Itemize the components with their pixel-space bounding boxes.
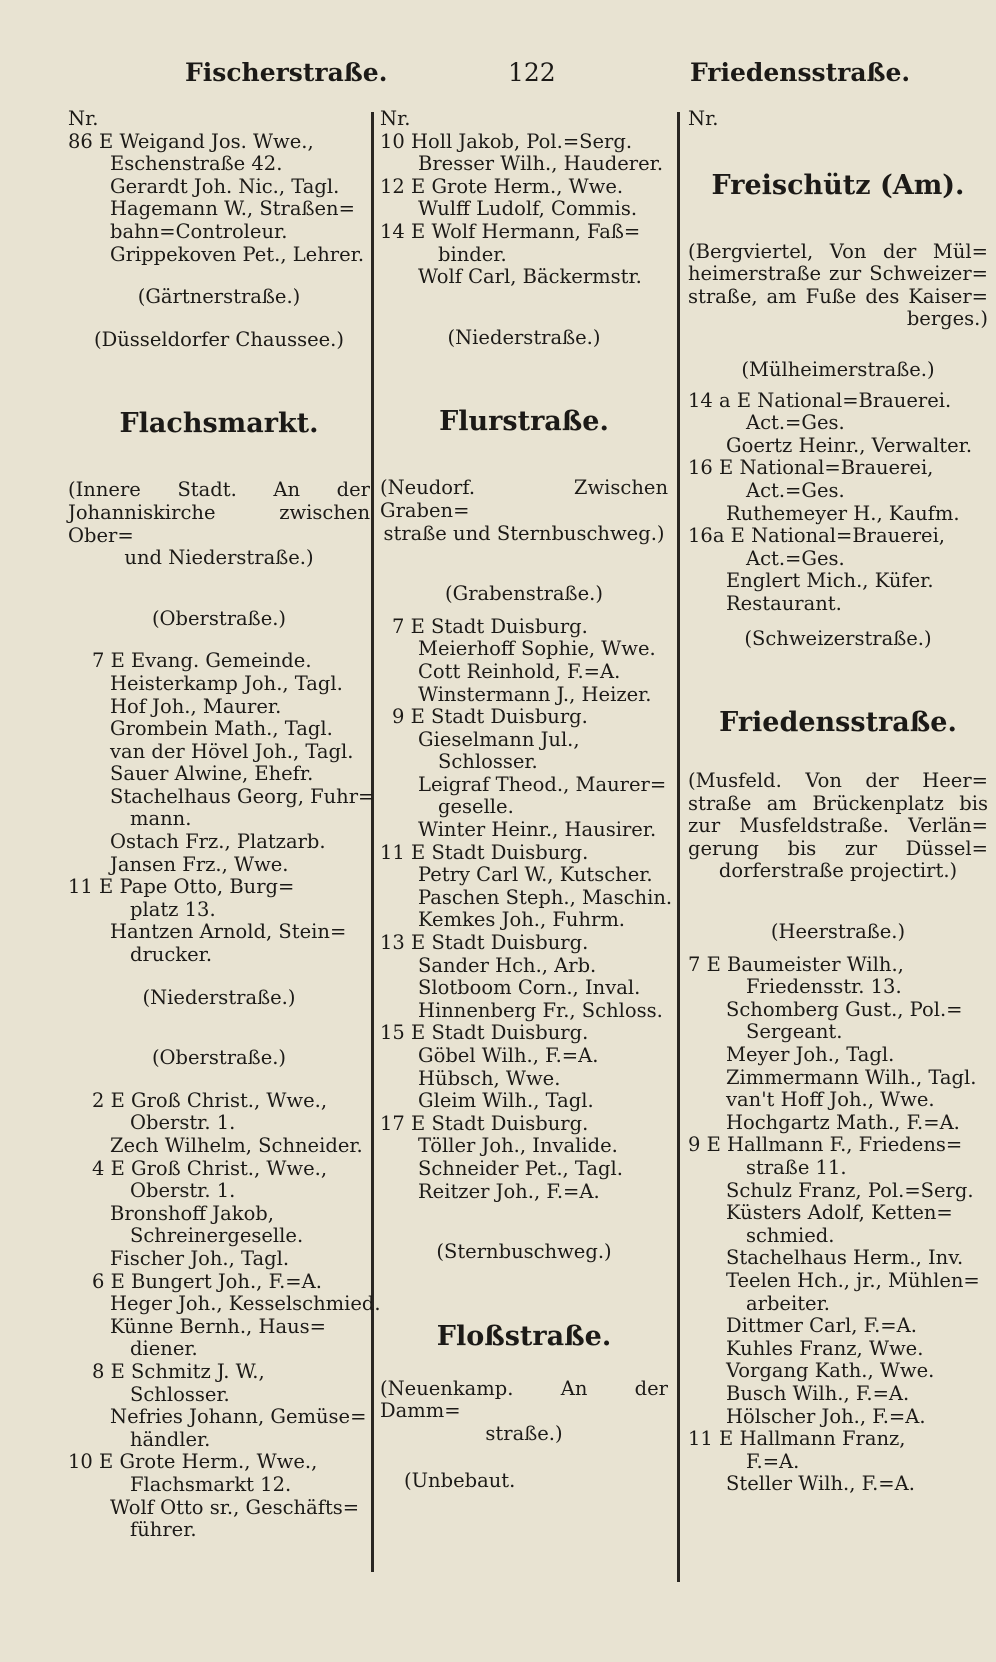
- cross-street: (Mülheimerstraße.): [741, 357, 935, 381]
- street-description: und Niederstraße.): [124, 546, 314, 570]
- list-item: Hof Joh., Maurer.: [110, 694, 282, 718]
- column-2: [380, 107, 673, 1492]
- list-item: Friedensstr. 13.: [746, 975, 902, 999]
- list-item: Hinnenberg Fr., Schloss.: [418, 998, 663, 1022]
- list-item: geselle.: [438, 795, 514, 819]
- list-item: händler.: [130, 1427, 211, 1451]
- list-item: Bresser Wilh., Hauderer.: [418, 152, 664, 176]
- list-item: Act.=Ges.: [746, 478, 845, 502]
- list-item: Kemkes Joh., Fuhrm.: [418, 908, 626, 932]
- list-item: Winter Heinr., Hausirer.: [418, 818, 657, 842]
- list-item: platz 13.: [130, 897, 216, 921]
- list-item: Hölscher Joh., F.=A.: [726, 1404, 926, 1428]
- list-item: Busch Wilh., F.=A.: [726, 1381, 910, 1405]
- list-item: Sergeant.: [746, 1020, 843, 1044]
- street-description: straße und Sternbuschweg.): [383, 521, 665, 545]
- list-item: Zech Wilhelm, Schneider.: [110, 1134, 363, 1157]
- column-3: [688, 108, 988, 1496]
- list-item: van't Hoff Joh., Wwe.: [726, 1088, 935, 1112]
- list-item: 6 E Bungert Joh., F.=A.: [92, 1269, 322, 1293]
- cross-street: (Oberstraße.): [151, 1046, 287, 1070]
- list-item: Schomberg Gust., Pol.=: [726, 997, 963, 1021]
- list-item: führer.: [130, 1518, 197, 1542]
- list-item: Slotboom Corn., Inval.: [418, 976, 641, 1000]
- list-item: Gieselmann Jul.,: [418, 727, 580, 751]
- list-item: F.=A.: [746, 1449, 800, 1473]
- cross-street: (Oberstraße.): [151, 606, 287, 630]
- list-item: 86 E Weigand Jos. Wwe.,: [68, 129, 314, 153]
- cross-street: (Niederstraße.): [142, 985, 296, 1009]
- list-item: Act.=Ges.: [746, 546, 845, 570]
- list-item: 10 E Grote Herm., Wwe.,: [68, 1450, 318, 1474]
- street-note: (Unbebaut.: [404, 1468, 516, 1492]
- list-item: 15 E Stadt Duisburg.: [380, 1021, 589, 1045]
- list-item: Hantzen Arnold, Stein=: [110, 920, 347, 944]
- street-description: berges.): [906, 307, 988, 331]
- cross-street: (Düsseldorfer Chaussee.): [94, 327, 344, 351]
- nr-label: Nr.: [380, 107, 411, 130]
- list-item: Töller Joh., Invalide.: [418, 1134, 618, 1158]
- column-rule-left: [371, 112, 374, 1572]
- list-item: 7 E Baumeister Wilh.,: [688, 952, 904, 976]
- list-item: Schlosser.: [438, 750, 538, 774]
- street-title: Flachsmarkt.: [119, 408, 319, 440]
- list-item: Dittmer Carl, F.=A.: [726, 1314, 917, 1338]
- list-item: Gerardt Joh. Nic., Tagl.: [110, 174, 340, 198]
- nr-label: Nr.: [68, 107, 99, 130]
- list-item: Gleim Wilh., Tagl.: [418, 1089, 594, 1113]
- column-rule-right: [677, 112, 680, 1582]
- list-item: Hochgartz Math., F.=A.: [726, 1110, 960, 1134]
- street-description: (Musfeld. Von der Heer=: [688, 769, 988, 793]
- list-item: 11 E Pape Otto, Burg=: [68, 875, 295, 899]
- list-item: Sander Hch., Arb.: [418, 953, 597, 977]
- list-item: Act.=Ges.: [746, 411, 845, 435]
- list-item: 2 E Groß Christ., Wwe.,: [92, 1088, 328, 1112]
- street-description: straße am Brückenplatz bis: [688, 791, 988, 815]
- list-item: straße 11.: [746, 1156, 847, 1179]
- list-item: Reitzer Joh., F.=A.: [418, 1179, 600, 1203]
- street-title: Freischütz (Am).: [711, 169, 965, 201]
- list-item: Wulff Ludolf, Commis.: [418, 197, 638, 221]
- list-item: diener.: [130, 1337, 198, 1361]
- street-description: (Neuenkamp. An der Damm=: [380, 1376, 668, 1423]
- list-item: Schlosser.: [130, 1382, 230, 1406]
- list-item: schmied.: [746, 1223, 835, 1247]
- page-header: [0, 58, 996, 98]
- list-item: binder.: [438, 242, 507, 266]
- header-left-street: Fischerstraße.: [185, 58, 388, 87]
- list-item: 14 E Wolf Hermann, Faß=: [380, 219, 641, 243]
- list-item: Leigraf Theod., Maurer=: [418, 772, 667, 796]
- street-description: gerung bis zur Düssel=: [688, 836, 988, 860]
- list-item: Schulz Franz, Pol.=Serg.: [726, 1178, 974, 1202]
- list-item: Oberstr. 1.: [130, 1179, 236, 1203]
- list-item: Schneider Pet., Tagl.: [418, 1156, 623, 1180]
- list-item: arbeiter.: [746, 1291, 830, 1315]
- list-item: Stachelhaus Georg, Fuhr=: [110, 784, 375, 808]
- list-item: 9 E Hallmann F., Friedens=: [688, 1133, 963, 1157]
- list-item: Wolf Otto sr., Geschäfts=: [110, 1495, 360, 1519]
- list-item: 8 E Schmitz J. W.,: [92, 1359, 265, 1383]
- cross-street: (Niederstraße.): [447, 325, 601, 349]
- street-title: Friedensstraße.: [719, 707, 957, 739]
- list-item: Petry Carl W., Kutscher.: [418, 863, 653, 887]
- list-item: van der Hövel Joh., Tagl.: [110, 739, 354, 763]
- column-1: [68, 107, 381, 1542]
- street-description: (Neudorf. Zwischen Graben=: [380, 476, 668, 522]
- list-item: Küsters Adolf, Ketten=: [726, 1201, 953, 1225]
- list-item: Heger Joh., Kesselschmied.: [110, 1292, 381, 1316]
- list-item: Paschen Steph., Maschin.: [418, 885, 673, 909]
- cross-street: (Sternbuschweg.): [436, 1240, 612, 1264]
- nr-label: Nr.: [688, 107, 719, 130]
- list-item: Zimmermann Wilh., Tagl.: [726, 1065, 977, 1089]
- list-item: Stachelhaus Herm., Inv.: [726, 1246, 964, 1270]
- list-item: Fischer Joh., Tagl.: [110, 1246, 290, 1270]
- street-description: (Innere Stadt. An der: [68, 478, 370, 502]
- list-item: 10 Holl Jakob, Pol.=Serg.: [380, 129, 633, 153]
- list-item: Ruthemeyer H., Kaufm.: [726, 501, 960, 525]
- cross-street: (Grabenstraße.): [445, 582, 603, 606]
- list-item: 14 a E National=Brauerei.: [688, 388, 952, 412]
- cross-street: (Schweizerstraße.): [744, 626, 932, 650]
- list-item: Sauer Alwine, Ehefr.: [110, 762, 314, 786]
- list-item: Steller Wilh., F.=A.: [726, 1472, 915, 1496]
- list-item: Schreinergeselle.: [130, 1224, 304, 1248]
- list-item: 16a E National=Brauerei,: [688, 524, 946, 548]
- list-item: Goertz Heinr., Verwalter.: [726, 433, 973, 457]
- header-right-street: Friedensstraße.: [690, 58, 911, 87]
- list-item: Grippekoven Pet., Lehrer.: [110, 242, 365, 266]
- list-item: Ostach Frz., Platzarb.: [110, 830, 326, 854]
- page-number: 122: [508, 58, 556, 87]
- cross-street: (Heerstraße.): [770, 920, 906, 944]
- list-item: 7 E Evang. Gemeinde.: [92, 649, 312, 673]
- street-description: zur Musfeldstraße. Verlän=: [688, 814, 988, 838]
- list-item: 16 E National=Brauerei,: [688, 456, 934, 480]
- list-item: Meierhoff Sophie, Wwe.: [418, 637, 656, 661]
- street-description: heimerstraße zur Schweizer=: [688, 262, 988, 286]
- list-item: Grombein Math., Tagl.: [110, 717, 333, 741]
- list-item: 4 E Groß Christ., Wwe.,: [92, 1156, 328, 1180]
- list-item: Vorgang Kath., Wwe.: [726, 1359, 935, 1383]
- street-description: (Bergviertel, Von der Mül=: [688, 239, 988, 263]
- list-item: Jansen Frz., Wwe.: [110, 852, 289, 876]
- list-item: 7 E Stadt Duisburg.: [392, 614, 588, 638]
- list-item: 11 E Hallmann Franz,: [688, 1427, 906, 1451]
- list-item: Künne Bernh., Haus=: [110, 1314, 326, 1338]
- street-description: Johanniskirche zwischen Ober=: [68, 500, 370, 547]
- list-item: 17 E Stadt Duisburg.: [380, 1111, 589, 1135]
- cross-street: (Gärtnerstraße.): [137, 285, 301, 309]
- list-item: Teelen Hch., jr., Mühlen=: [726, 1268, 980, 1292]
- list-item: Eschenstraße 42.: [110, 152, 283, 176]
- list-item: Hagemann W., Straßen=: [110, 197, 355, 221]
- list-item: Heisterkamp Joh., Tagl.: [110, 671, 343, 695]
- list-item: Englert Mich., Küfer.: [726, 569, 934, 593]
- list-item: mann.: [130, 807, 192, 831]
- list-item: Hübsch, Wwe.: [418, 1066, 561, 1090]
- list-item: Nefries Johann, Gemüse=: [110, 1405, 367, 1429]
- list-item: 13 E Stadt Duisburg.: [380, 931, 589, 955]
- list-item: Oberstr. 1.: [130, 1111, 236, 1135]
- list-item: Meyer Joh., Tagl.: [726, 1043, 895, 1067]
- list-item: Restaurant.: [726, 591, 842, 615]
- street-title: Floßstraße.: [436, 1320, 612, 1352]
- street-description: straße, am Fuße des Kaiser=: [688, 284, 988, 308]
- list-item: Göbel Wilh., F.=A.: [418, 1044, 599, 1067]
- list-item: Kuhles Franz, Wwe.: [726, 1336, 924, 1360]
- list-item: Flachsmarkt 12.: [130, 1472, 292, 1496]
- list-item: 11 E Stadt Duisburg.: [380, 840, 589, 864]
- list-item: bahn=Controleur.: [110, 219, 288, 243]
- list-item: drucker.: [130, 943, 213, 967]
- list-item: Winstermann J., Heizer.: [418, 682, 652, 706]
- street-title: Flurstraße.: [439, 406, 609, 438]
- list-item: Cott Reinhold, F.=A.: [418, 659, 621, 683]
- list-item: Wolf Carl, Bäckermstr.: [418, 265, 642, 289]
- list-item: 12 E Grote Herm., Wwe.: [380, 174, 624, 198]
- list-item: Bronshoff Jakob,: [110, 1201, 274, 1225]
- street-description: dorferstraße projectirt.): [718, 859, 958, 883]
- list-item: 9 E Stadt Duisburg.: [392, 705, 588, 729]
- street-description: straße.): [485, 1421, 563, 1445]
